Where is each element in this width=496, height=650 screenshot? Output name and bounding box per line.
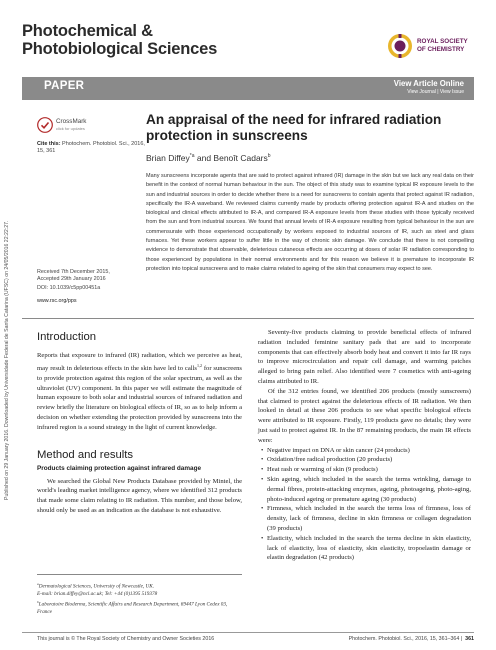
list-item: • Skin ageing, which included in the search the terms wrinkling, damage to dermal fibres, protein-attacking enzymes, ageing, photoageing, photo-aging, photo-induced ageing or premature ageing (30 products) <box>258 475 471 504</box>
footer-copyright: This journal is © The Royal Society of Chemistry and Owner Societies 2016 <box>37 636 215 642</box>
rsc-logo[interactable] <box>387 24 473 68</box>
received-info <box>37 269 142 305</box>
download-watermark: Published on 29 January 2016. Downloaded by Universidade Federal de Santa Catarina (UFSC) on 24/05/2016 22:22:27. <box>4 220 10 500</box>
right-column <box>258 328 471 563</box>
body-paragraph: We searched the Global New Products Database provided by Mintel, the world's leading market intelligence agency, where we identified 312 products that made some claim relating to IR radiation. This number, and those below, should only be used as an indication as the database is not exhaustive. <box>37 477 242 514</box>
footer-citation: Photochem. Photobiol. Sci., 2016, 15, 361–364 | 361 <box>348 636 474 642</box>
cite-label: Cite this: <box>37 141 61 147</box>
crossmark-label: CrossMark <box>56 118 87 125</box>
crossmark-icon <box>37 117 53 133</box>
page-number: 361 <box>465 636 474 642</box>
article-title: An appraisal of the need for infrared radiation protection in sunscreens <box>146 112 442 143</box>
cite-text: Photochem. Photobiol. Sci., 2016, 15, 361 <box>37 141 145 155</box>
affiliation-footnotes: $^a$Dermatological Sciences, University of Newcastle, UK. E-mail: brian.diffey@ncl.ac.uk; Tel: +44 (0)1395 519378 $^b$Laboratoire Bioderma, Scientific Affairs and Research Department, 69447 Lyon Cedex 03, France <box>37 574 242 616</box>
list-item: • Heat rash or warming of skin (9 products) <box>258 465 471 475</box>
body-paragraph: Seventy-five products claiming to provide beneficial effects of infrared radiation included feminine sanitary pads that are said to incorporate components that can effectively absorb body heat and convert it into far IR rays to improve microcirculation and repair cell damage, and warming patches alleged to bring pain relief. Also identified were 7 cosmetics with anti-ageing claims attributed to IR. <box>258 329 471 385</box>
article-type-banner <box>22 77 474 100</box>
footer-divider <box>22 632 474 633</box>
body-paragraph: Of the 312 entries found, we identified 206 products (mostly sunscreens) that claimed to protect against the deleterious effects of IR radiation. We then looked in detail at these 206 products to see what specific biological effects were attributed to IR exposure. Firstly, 119 products gave no details; they were just said to protect against IR. In the 87 remaining products, the main IR effects were: <box>258 387 471 444</box>
journal-title-line1: Photochemical & <box>22 22 153 40</box>
author-affiliation-mark: *a <box>189 153 195 160</box>
accepted-date: Accepted 29th January 2016 <box>37 276 106 283</box>
author-name[interactable]: Brian Diffey <box>146 153 190 163</box>
author-affiliation-mark: b <box>267 153 271 160</box>
journal-title-line2: Photobiological Sciences <box>22 40 218 58</box>
author-contact[interactable]: E-mail: brian.diffey@ncl.ac.uk; Tel: +44 (0)1395 519378 <box>37 591 158 598</box>
banner-links <box>394 79 464 96</box>
view-article-online-link[interactable]: View Article Online <box>393 79 464 88</box>
crossmark-sublabel: click for updates <box>56 126 85 131</box>
rsc-emblem-icon <box>387 33 413 59</box>
crossmark-badge[interactable] <box>37 117 86 133</box>
received-date: Received 7th December 2015, <box>37 269 110 275</box>
sub-heading: Products claiming protection against infrared damage <box>37 464 202 472</box>
section-heading-methods: Method and results <box>37 448 134 461</box>
view-journal-issue-links[interactable]: View Journal | View Issue <box>407 89 464 95</box>
list-item: • Negative impact on DNA or skin cancer (24 products) <box>258 446 471 456</box>
reference-mark[interactable]: 1,2 <box>196 362 202 368</box>
affiliation-a: Dermatological Sciences, University of Newcastle, UK. <box>38 583 155 590</box>
citation <box>37 141 147 156</box>
journal-title <box>22 22 302 58</box>
author-name[interactable]: Benoît Cadars <box>213 153 268 163</box>
ir-effects-list <box>258 446 471 564</box>
list-item: • Firmness, which included in the search the terms loss of firmness, loss of density, lack of firmness, decline in skin firmness or collagen degradation (39 products) <box>258 504 471 533</box>
abstract: Many sunscreens incorporate agents that are said to protect against infrared (IR) damage in the skin but we lack any real data on their benefit in the context of normal human behaviour in the sun. The object of this study was to examine typical IR exposure levels to the sun and industrial sources in order to decide whether there is a need for sunscreens to contain agents that protect against IR radiation, specifically the IR-A waveband. We reviewed claims currently made by products offering protection against IR-A and studies on the biological and clinical effects attributed to IR-A, and compared IR-A exposure levels from these studies with those typically received from the sun and from industrial sources. We found that annual levels of IR-A exposure resulting from typical behaviour in the sun are commensurate with those experienced occupationally by workers exposed to industrial sources of IR, such as steel and glass furnaces. Yet these workers appear to suffer little in the way of chronic skin damage. We conclude that there is not compelling evidence to demonstrate that observable, deleterious cutaneous effects are occurring at doses of solar IR radiation corresponding to those experienced by populations in their normal environments and for this reason we believe it is premature to incorporate IR protection into topical sunscreens and to make claims related to ageing of the skin that consumers may expect to see. <box>146 173 474 272</box>
list-item: • Oxidation/free radical production (20 products) <box>258 455 471 465</box>
affiliation-b: Laboratoire Bioderma, Scientific Affairs and Research Department, 69447 Lyon Cedex 03, France <box>37 601 228 615</box>
article-type-label: PAPER <box>44 80 85 92</box>
section-divider <box>22 318 474 319</box>
list-item: • Elasticity, which included in the search the terms decline in skin elasticity, lack of elasticity, loss of elasticity, skin elasticity, tropoelastin damage or elastin degradation (42 products) <box>258 534 471 563</box>
body-paragraph: Reports that exposure to infrared (IR) radiation, which we perceive as heat, may result in deleterious effects in the skin have led to calls$^{1,2}$ for sunscreens to provide protection against this region of the solar spectrum, as well as the ultraviolet (UV) component. In this paper we will estimate the magnitude of human exposure to both solar and industrial sources of infrared radiation and review briefly the literature on biological effects of IR, so as to help inform a decision on whether extending the protection provided by sunscreens into the infrared region is a sound strategy in the light of current knowledge. <box>37 352 242 431</box>
doi[interactable]: DOI: 10.1039/c5pp00451a <box>37 285 101 292</box>
left-column <box>37 330 242 516</box>
author-list <box>146 153 446 163</box>
rsc-wordmark: ROYAL SOCIETY OF CHEMISTRY <box>417 38 468 53</box>
section-heading-introduction: Introduction <box>37 331 97 343</box>
journal-url[interactable]: www.rsc.org/pps <box>37 297 77 304</box>
author-separator: and <box>194 153 214 163</box>
